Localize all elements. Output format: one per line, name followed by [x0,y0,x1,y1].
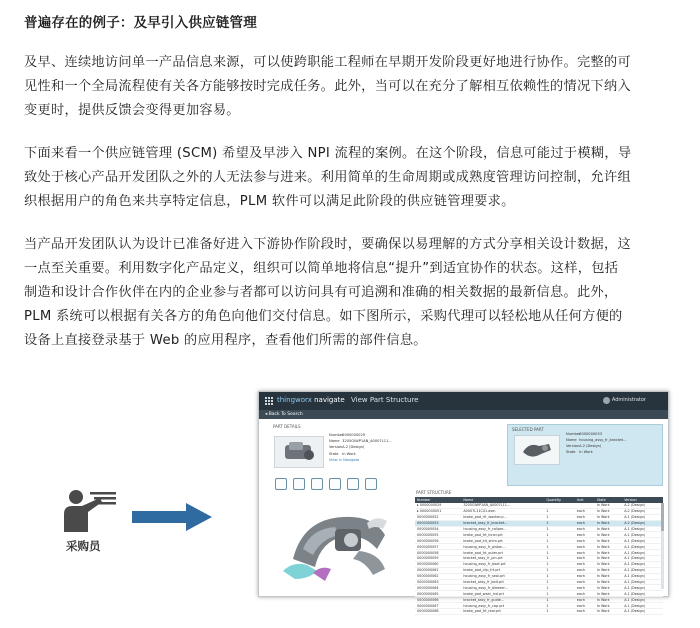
table-cell: bracket_assy_fr_guide... [461,597,544,603]
part-structure-table [415,497,663,615]
table-cell: 0000000066 [415,597,461,603]
table-cell: In Work [595,579,622,585]
presenter-person-icon [60,488,120,532]
table-cell: brake_pad_frt_outer.prt [461,550,544,556]
table-cell: each [575,603,595,609]
table-cell: each [575,508,595,514]
user-avatar[interactable] [603,397,610,404]
table-cell: brake_pad_frt_inner.prt [461,532,544,538]
table-cell: A.1 (Design) [622,556,663,562]
app-brand: thingworx navigate [277,396,345,404]
table-cell: brake_pad_clip_frt.prt [461,567,544,573]
table-cell: 0000000065 [415,591,461,597]
paragraph-line: 设备上直接登录基于 Web 的应用程序，查看他们所需的部件信息。 [24,333,427,348]
table-row[interactable] [415,609,663,615]
table-cell: 0000000058 [415,550,461,556]
paragraph-line: 及早、连续地访问单一产品信息来源，可以使跨职能工程师在早期开发阶段更好地进行协作。完整的可 [24,55,631,70]
column-header[interactable]: Name [461,497,544,503]
part-thumbnail[interactable] [274,436,324,468]
table-cell: bracket_assy_fr_bracket... [461,520,544,526]
app-title: View Part Structure [351,396,419,404]
table-cell: In Work [595,532,622,538]
table-cell: In Work [595,520,622,526]
table-cell: A.1 (Design) [622,514,663,520]
part-structure-label: PART STRUCTURE [416,490,452,495]
table-cell: In Work [595,597,622,603]
table-cell: housing_assy_fr_piston... [461,544,544,550]
table-scrollbar[interactable] [661,503,664,589]
table-cell: 0000000067 [415,603,461,609]
table-cell: A.1 (Design) [622,550,663,556]
table-cell: A.1 (Design) [622,585,663,591]
table-cell: A.1 (Design) [622,526,663,532]
3d-caliper-model[interactable] [273,489,405,589]
table-cell: each [575,556,595,562]
table-cell: 1 [544,573,574,579]
table-cell: A.2 (Design) [622,508,663,514]
table-cell: 0000000068 [415,609,461,615]
table-cell: A.1 (Design) [622,597,663,603]
table-cell: A.1 (Design) [622,579,663,585]
table-cell: 1 [544,609,574,615]
table-cell: In Work [595,603,622,609]
table-cell: A.1 (Design) [622,561,663,567]
table-cell: 1 [544,514,574,520]
table-cell: each [575,526,595,532]
table-cell: In Work [595,526,622,532]
paragraph-line: 织根据用户的角色来共享特定信息，PLM 软件可以满足此阶段的供应链管理要求。 [24,194,515,209]
view-in-navigate-link[interactable]: View in Navigate [329,457,360,462]
table-cell: 1 [544,603,574,609]
table-cell: 1 [544,597,574,603]
paragraph-line: 一点至关重要。利用数字化产品定义，组织可以简单地将信息“提升”到适宜协作的状态。这样，包括 [24,261,619,276]
table-cell: 3205GIWP1AN_A0007L11... [461,503,544,508]
table-cell: each [575,544,595,550]
table-cell: 1 [544,556,574,562]
paragraph-line: 见性和一个全局流程使有关各方能够按时完成任务。此外，当可以在充分了解相互依赖性的情况下纳入 [24,79,631,94]
table-cell: 1 [544,538,574,544]
table-cell: brake_pad_frt_rear.prt [461,609,544,615]
table-cell: A.1 (Design) [622,567,663,573]
table-cell: brake_pad_wear_ind.prt [461,591,544,597]
paragraph-2 [24,142,676,214]
table-cell: each [575,538,595,544]
paragraph-1 [24,51,676,123]
table-cell: housing_assy_fr_boot.prt [461,561,544,567]
table-cell: 0000000061 [415,567,461,573]
table-cell: In Work [595,573,622,579]
table-cell: 1 [544,550,574,556]
table-cell: 1 [544,526,574,532]
column-header[interactable]: Version [622,497,663,503]
table-cell: 0000000063 [415,579,461,585]
column-header[interactable]: Number [415,497,461,503]
table-cell: 0000000055 [415,532,461,538]
scrollbar-thumb[interactable] [661,503,664,531]
table-cell: each [575,597,595,603]
table-cell: each [575,585,595,591]
selected-part-thumbnail[interactable] [514,435,560,465]
table-cell: 0000000052 [415,514,461,520]
table-cell: In Work [595,514,622,520]
table-cell: 0000000054 [415,526,461,532]
table-cell: each [575,609,595,615]
table-cell: bracket_assy_fr_bolt.prt [461,579,544,585]
paragraph-line: 下面来看一个供应链管理 (SCM) 希望及早涉入 NPI 流程的案例。在这个阶段，信息可能过于模糊，导 [24,146,632,161]
part-details: Number 0000000029 Name 3205GIWP1AN_A0007L11... Version A.2 (Design) State In Work View in Navigate [329,433,392,462]
table-cell: In Work [595,567,622,573]
table-cell: bracket_assy_fr_pin.prt [461,556,544,562]
selected-part-details: Number 0000000053 Name housing_assy_fr_bracket... Version A.2 (Design) State In Work [566,432,627,454]
table-cell: A.1 (Design) [622,573,663,579]
table-cell: In Work [595,556,622,562]
paragraph-line: 当产品开发团队认为设计已准备好进入下游协作阶段时，要确保以易理解的方式分享相关设计数据，这 [24,237,631,252]
table-cell: A.1 (Design) [622,538,663,544]
table-cell: In Work [595,544,622,550]
table-cell: 1 [544,567,574,573]
table-cell: housing_assy_fr_seal.prt [461,573,544,579]
table-cell: In Work [595,591,622,597]
table-cell: A.1 (Design) [622,532,663,538]
table-cell: each [575,520,595,526]
buyer-label: 采购员 [66,539,101,553]
selected-part-panel [507,424,663,486]
table-cell: 1 [544,544,574,550]
table-cell: A.1 (Design) [622,591,663,597]
table-cell: 0000000064 [415,585,461,591]
app-top-bar [259,392,668,410]
user-name[interactable]: Administrator [611,397,646,403]
table-cell: 0000000053 [415,520,461,526]
paragraph-3 [24,233,676,353]
table-cell: ▸ 0000000029 [415,503,461,508]
paragraph-line: 变更时，提供反馈会变得更加容易。 [24,103,240,118]
table-cell: 0000000059 [415,556,461,562]
table-cell: In Work [595,503,622,508]
table-cell: each [575,561,595,567]
table-cell: 1 [544,561,574,567]
table-cell: each [575,514,595,520]
table-cell: 1 [544,508,574,514]
table-cell: A.1 (Design) [622,603,663,609]
table-cell: each [575,579,595,585]
table-cell: In Work [595,550,622,556]
table-cell: each [575,573,595,579]
section-heading: 普遍存在的例子：及早引入供应链管理 [24,15,257,31]
table-cell: brake_pad_rfr_washer.p... [461,514,544,520]
table-cell: 1 [544,591,574,597]
table-cell: brake_pad_kit_shim.prt [461,538,544,544]
part-details-label: PART DETAILS [273,424,301,429]
selected-part-label: SELECTED PART [512,427,544,432]
column-header[interactable]: State [595,497,622,503]
table-cell: housing_assy_fr_cap.prt [461,603,544,609]
table-cell: each [575,532,595,538]
table-cell: A.2 (Design) [622,520,663,526]
table-cell: 0000000057 [415,544,461,550]
table-cell: In Work [595,508,622,514]
column-header[interactable]: Quantity [544,497,574,503]
paragraph-line: 制造和设计合作伙伴在内的企业参与者都可以访问具有可追溯和准确的相关数据的最新信息。此外， [24,285,618,300]
table-cell: 1 [544,585,574,591]
table-cell: A.2 (Design) [622,503,663,508]
table-cell: 1 [544,579,574,585]
table-cell: each [575,550,595,556]
app-grid-icon[interactable] [265,397,273,405]
table-cell: 0000000060 [415,561,461,567]
table-cell: 1 [544,520,574,526]
table-cell: A.1 (Design) [622,544,663,550]
arrow-right-icon [132,503,212,531]
table-cell: each [575,567,595,573]
table-cell: ▸ 0000000051 [415,508,461,514]
column-header[interactable]: Unit [575,497,595,503]
table-cell: In Work [595,538,622,544]
table-cell: A.1 (Design) [622,609,663,615]
table-cell: housing_assy_fr_caliper... [461,526,544,532]
app-screenshot [258,391,669,614]
table-cell: 0000000056 [415,538,461,544]
table-cell: 0000000062 [415,573,461,579]
table-cell: each [575,591,595,597]
table-cell: In Work [595,561,622,567]
paragraph-line: 致处于核心产品开发团队之外的人无法参与进来。利用简单的生命周期或成熟度管理访问控制，允许组 [24,170,631,185]
table-cell: In Work [595,609,622,615]
table-cell: housing_assy_fr_bleeder... [461,585,544,591]
paragraph-line: PLM 系统可以根据有关各方的角色向他们交付信息。如下图所示，采购代理可以轻松地从任何方便的 [24,309,623,324]
table-cell: A0007L11C01.asm [461,508,544,514]
back-to-search-link[interactable]: ◂ Back To Search [259,410,668,419]
table-cell: 1 [544,532,574,538]
table-cell: In Work [595,585,622,591]
